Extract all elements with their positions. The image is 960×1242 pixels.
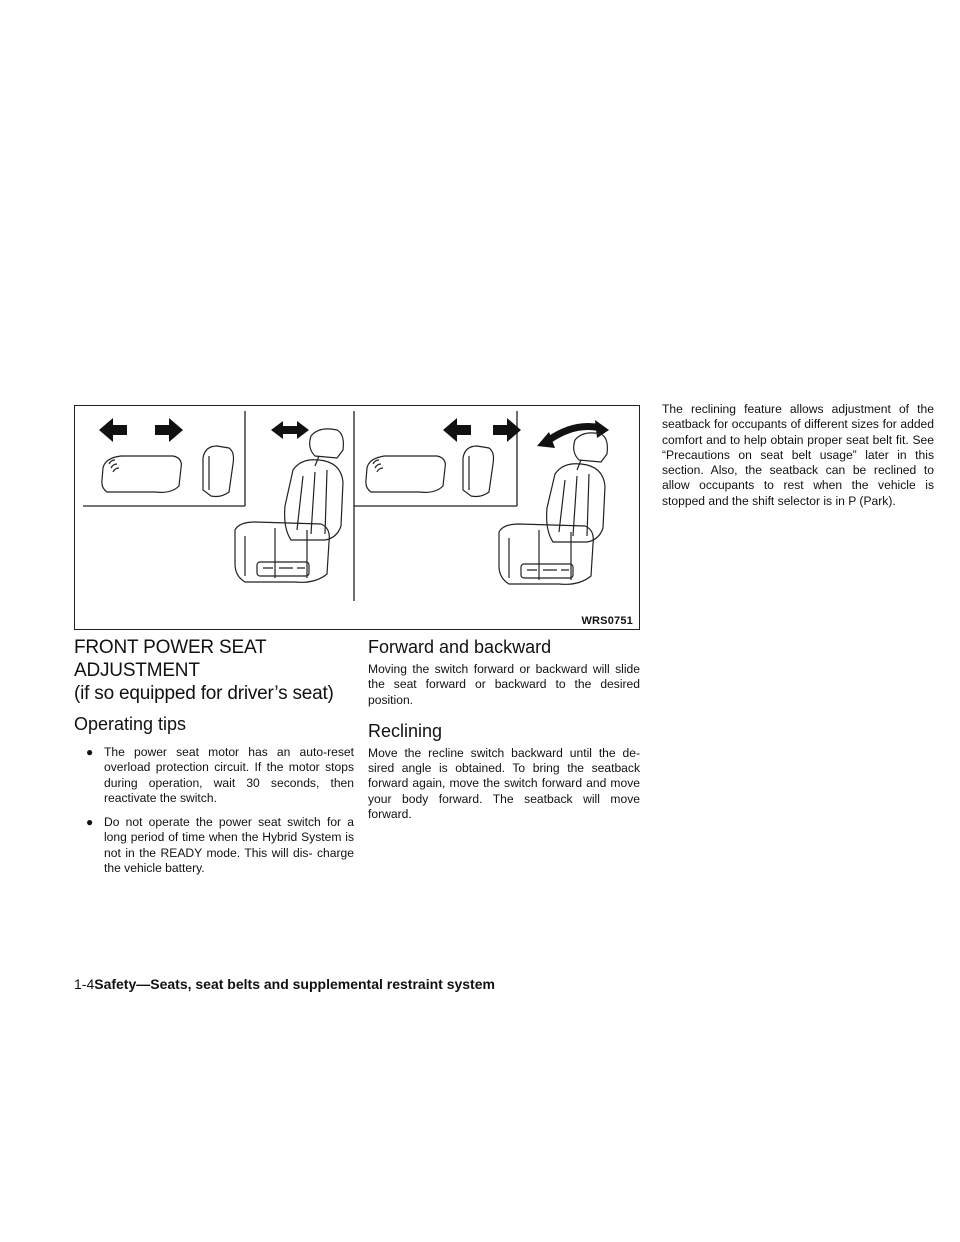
seat-icon — [235, 429, 343, 582]
arrow-right-icon — [155, 418, 183, 442]
seat-switch-icon — [102, 446, 234, 497]
bullet-icon: ● — [86, 745, 94, 759]
section-title-line2: (if so equipped for driver’s seat) — [74, 683, 334, 704]
column-3 — [662, 402, 934, 509]
tips-list — [74, 745, 354, 876]
seat-icon — [499, 433, 607, 584]
forward-backward-heading: Forward and backward — [368, 637, 552, 657]
section-title — [74, 636, 354, 705]
tip-text: The power seat motor has an auto-reset overload protection circuit. If the motor stops during operation, wait 30 seconds, then reactivate the switch. — [104, 745, 354, 805]
page-footer — [74, 976, 495, 992]
arrow-left-icon — [443, 418, 471, 442]
reclining-feature-text: The reclining feature allows adjustment of the seatback for occupants of different sizes for added comfort and to help obtain proper seat belt fit. See “Precautions on seat belt usage” later in this section. Also, the seatback can be reclined to allow occupants to rest when the vehicle is stopped and the shift selector is in P (Park). — [662, 402, 934, 508]
seat-switch-icon — [366, 446, 494, 497]
column-1 — [74, 636, 354, 885]
page-number: 1-4 — [74, 976, 95, 992]
figure-code: WRS0751 — [581, 615, 633, 627]
operating-tips-heading: Operating tips — [74, 714, 187, 734]
double-arrow-icon — [271, 421, 309, 439]
footer-section-title: Safety—Seats, seat belts and supplemental restraint system — [94, 976, 495, 992]
list-item — [74, 745, 354, 806]
seat-adjustment-figure — [74, 405, 640, 630]
reclining-heading: Reclining — [368, 720, 443, 741]
forward-backward-text: Moving the switch forward or backward will slide the seat forward or backward to the desired position. — [368, 662, 640, 707]
list-item — [74, 815, 354, 876]
column-2 — [368, 636, 640, 822]
bullet-icon: ● — [86, 815, 94, 830]
arrow-left-icon — [99, 418, 127, 442]
tip-text: Do not operate the power seat switch for a long period of time when the Hybrid System is not in the READY mode. This will dis- charge the vehicle battery. — [104, 815, 354, 876]
seat-adjustment-illustration — [75, 406, 641, 631]
reclining-text: Move the recline switch backward until the de- sired angle is obtained. To bring the seatback forward again, move the switch forward and move your body forward. The seatback will move forward. — [368, 745, 640, 822]
section-title-line1: FRONT POWER SEAT ADJUSTMENT — [74, 637, 267, 681]
